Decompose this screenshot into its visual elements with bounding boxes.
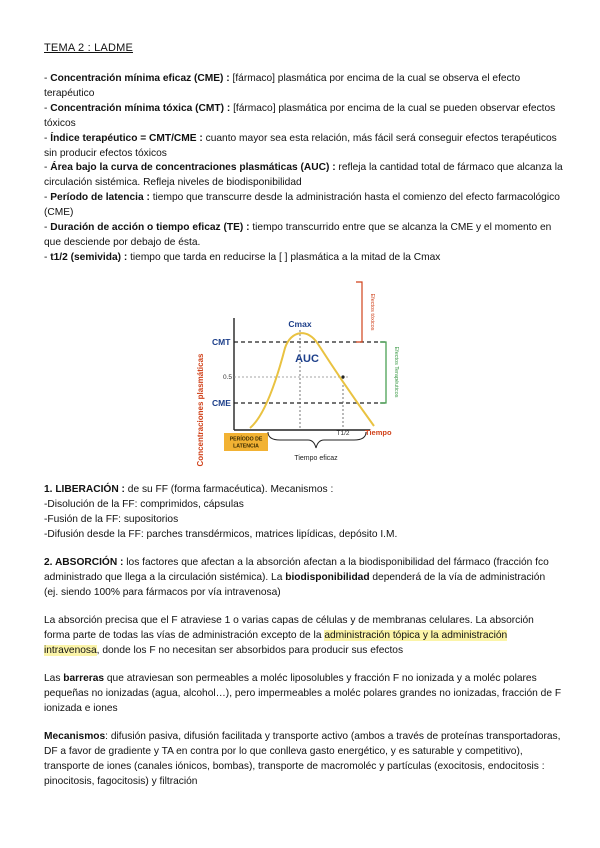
- therapeutic-effects-bracket: [380, 342, 386, 403]
- cmt-label: CMT: [212, 337, 231, 347]
- y-axis-label: Concentraciones plasmáticas: [196, 353, 205, 467]
- absorcion-intro: [44, 556, 562, 601]
- absorcion-text: los factores que afectan a la absorción afectan a la biodisponibilidad del fármaco (fracción fco administrado que llega a la circulación sistémica). La: [44, 557, 549, 583]
- therapeutic-effects-label: Efectos Terapéuticos: [393, 346, 399, 398]
- absorcion-paragraph-4-text: [44, 730, 562, 790]
- definition-text: refleja la cantidad total de fármaco que alcanza la circulación sistémica. Refleja niveles de biodisponibilidad: [44, 162, 563, 189]
- barreras-term: barreras: [63, 673, 105, 684]
- absorcion-text: , donde los F no necesitan ser absorbidos para producir sus efectos: [96, 644, 404, 656]
- absorcion-text: dependerá de la vía de administración (ej. siendo 100% para fármacos por vía intravenosa): [44, 571, 546, 598]
- absorcion-paragraph-3-text: [44, 672, 562, 717]
- absorcion-text: : difusión pasiva, difusión facilitada y transporte activo (ambos a través de proteínas transportadoras, DF a favor de gradiente y TA en contra por lo que conlleva gasto energético, y es saturable y competitivo), transporte de iones (canales iónicos, bombas), transporte de macromoléc y partículas (exocitosis, endocitosis : pinocitosis, fagocitosis) y filtración: [44, 731, 561, 787]
- definition-term: Concentración mínima tóxica (CMT) :: [50, 102, 231, 114]
- definition-text: cuanto mayor sea esta relación, más fácil será conseguir efectos terapéuticos sin producir efectos tóxicos: [44, 132, 557, 159]
- definition-text: tiempo que transcurre desde la administración hasta el comienzo del efecto farmacológico (CME): [44, 192, 560, 219]
- pharmacokinetic-curve-figure: [190, 278, 420, 468]
- absorcion-text: Las: [44, 673, 64, 684]
- effective-time-brace: [268, 432, 366, 448]
- liberacion-item: -Disolución de la FF: comprimidos, cápsulas: [44, 498, 244, 510]
- liberacion-heading-line: [44, 483, 562, 498]
- definition-term: Índice terapéutico = CMT/CME :: [50, 132, 203, 144]
- definition-term: Duración de acción o tiempo eficaz (TE) :: [50, 222, 250, 234]
- cmax-label: Cmax: [288, 319, 312, 329]
- toxic-effects-label: Efectos tóxicos: [369, 293, 375, 331]
- thalf-label: T1/2: [336, 430, 350, 437]
- definition-item: - Índice terapéutico = CMT/CME : cuanto mayor sea esta relación, más fácil será conseguir efectos terapéuticos sin producir efectos tóxicos: [44, 132, 557, 159]
- absorcion-paragraph-4: [44, 730, 562, 790]
- liberacion-item: -Fusión de la FF: supositorios: [44, 513, 179, 525]
- concentration-curve: [250, 333, 374, 428]
- half-label: 0.5: [223, 374, 233, 381]
- definition-item: - t1/2 (semivida) : tiempo que tarda en reducirse la [ ] plasmática a la mitad de la Cmax: [44, 251, 441, 263]
- liberacion-section: [44, 483, 562, 543]
- definition-item: - Concentración mínima tóxica (CMT) : [fármaco] plasmática por encima de la cual se pueden observar efectos tóxicos: [44, 102, 556, 129]
- definition-item: - Duración de acción o tiempo eficaz (TE) : tiempo transcurrido entre que se alcanza la CME y el momento en que desciende por debajo de ésta.: [44, 222, 552, 248]
- page-title: TEMA 2 : LADME: [44, 42, 133, 54]
- definitions-list: [44, 72, 564, 266]
- mecanismos-term: Mecanismos: [44, 731, 106, 742]
- definition-item: - Concentración mínima eficaz (CME) : [fármaco] plasmática por encima de la cual se observa el efecto terapéutico: [44, 73, 521, 99]
- absorcion-text: que atraviesan son permeables a moléc liposolubles y fracción F no ionizada y a moléc polares pequeñas no ionizadas (agua, alcohol…), pero impermeables a moléc polares grandes no ionizadas, fracción de F ionizada e iones: [44, 673, 562, 714]
- cme-label: CME: [212, 398, 231, 408]
- definition-term: Período de latencia :: [50, 192, 150, 204]
- x-axis-label: Tiempo: [365, 428, 392, 437]
- liberacion-heading: 1. LIBERACIÓN :: [44, 484, 125, 495]
- absorcion-paragraph-1: [44, 556, 562, 601]
- latency-label-2: LATENCIA: [233, 443, 259, 450]
- liberacion-intro: de su FF (forma farmacéutica). Mecanismos :: [124, 484, 334, 495]
- liberacion-item: -Difusión desde la FF: parches transdérmicos, matrices lipídicas, depósito I.M.: [44, 528, 398, 540]
- definition-item: - Área bajo la curva de concentraciones plasmáticas (AUC) : refleja la cantidad total de fármaco que alcanza la circulación sistémica. Refleja niveles de biodisponibilidad: [44, 162, 563, 189]
- absorcion-heading: 2. ABSORCIÓN :: [44, 557, 124, 568]
- definition-text: [fármaco] plasmática por encima de la cual se observa el efecto terapéutico: [44, 73, 521, 99]
- absorcion-text: La absorción precisa que el F atraviese 1 o varias capas de células y de membranas celulares. La absorción forma parte de todas las vías de administración excepto de la: [44, 615, 534, 641]
- highlighted-text: administración tópica y la administración intravenosa: [44, 629, 508, 656]
- absorcion-paragraph-3: [44, 672, 562, 717]
- definition-term: t1/2 (semivida) :: [50, 251, 128, 263]
- absorcion-paragraph-2: [44, 614, 562, 659]
- biodisponibilidad-term: biodisponibilidad: [285, 571, 370, 583]
- half-life-point: [341, 375, 344, 378]
- definition-term: Área bajo la curva de concentraciones plasmáticas (AUC) :: [50, 162, 336, 174]
- definition-item: - Período de latencia : tiempo que transcurre desde la administración hasta el comienzo del efecto farmacológico (CME): [44, 192, 560, 219]
- definition-text: [fármaco] plasmática por encima de la cual se pueden observar efectos tóxicos: [44, 102, 556, 129]
- absorcion-paragraph-2-text: [44, 614, 562, 659]
- definition-text: tiempo que tarda en reducirse la [ ] plasmática a la mitad de la Cmax: [127, 251, 441, 263]
- definition-term: Concentración mínima eficaz (CME) :: [50, 73, 230, 84]
- auc-label: AUC: [295, 353, 319, 365]
- effective-time-label: Tiempo eficaz: [294, 455, 338, 462]
- definition-text: tiempo transcurrido entre que se alcanza la CME y el momento en que desciende por debajo de ésta.: [44, 222, 552, 248]
- latency-label-1: PERÍODO DE: [229, 436, 263, 443]
- toxic-effects-bracket: [356, 282, 362, 342]
